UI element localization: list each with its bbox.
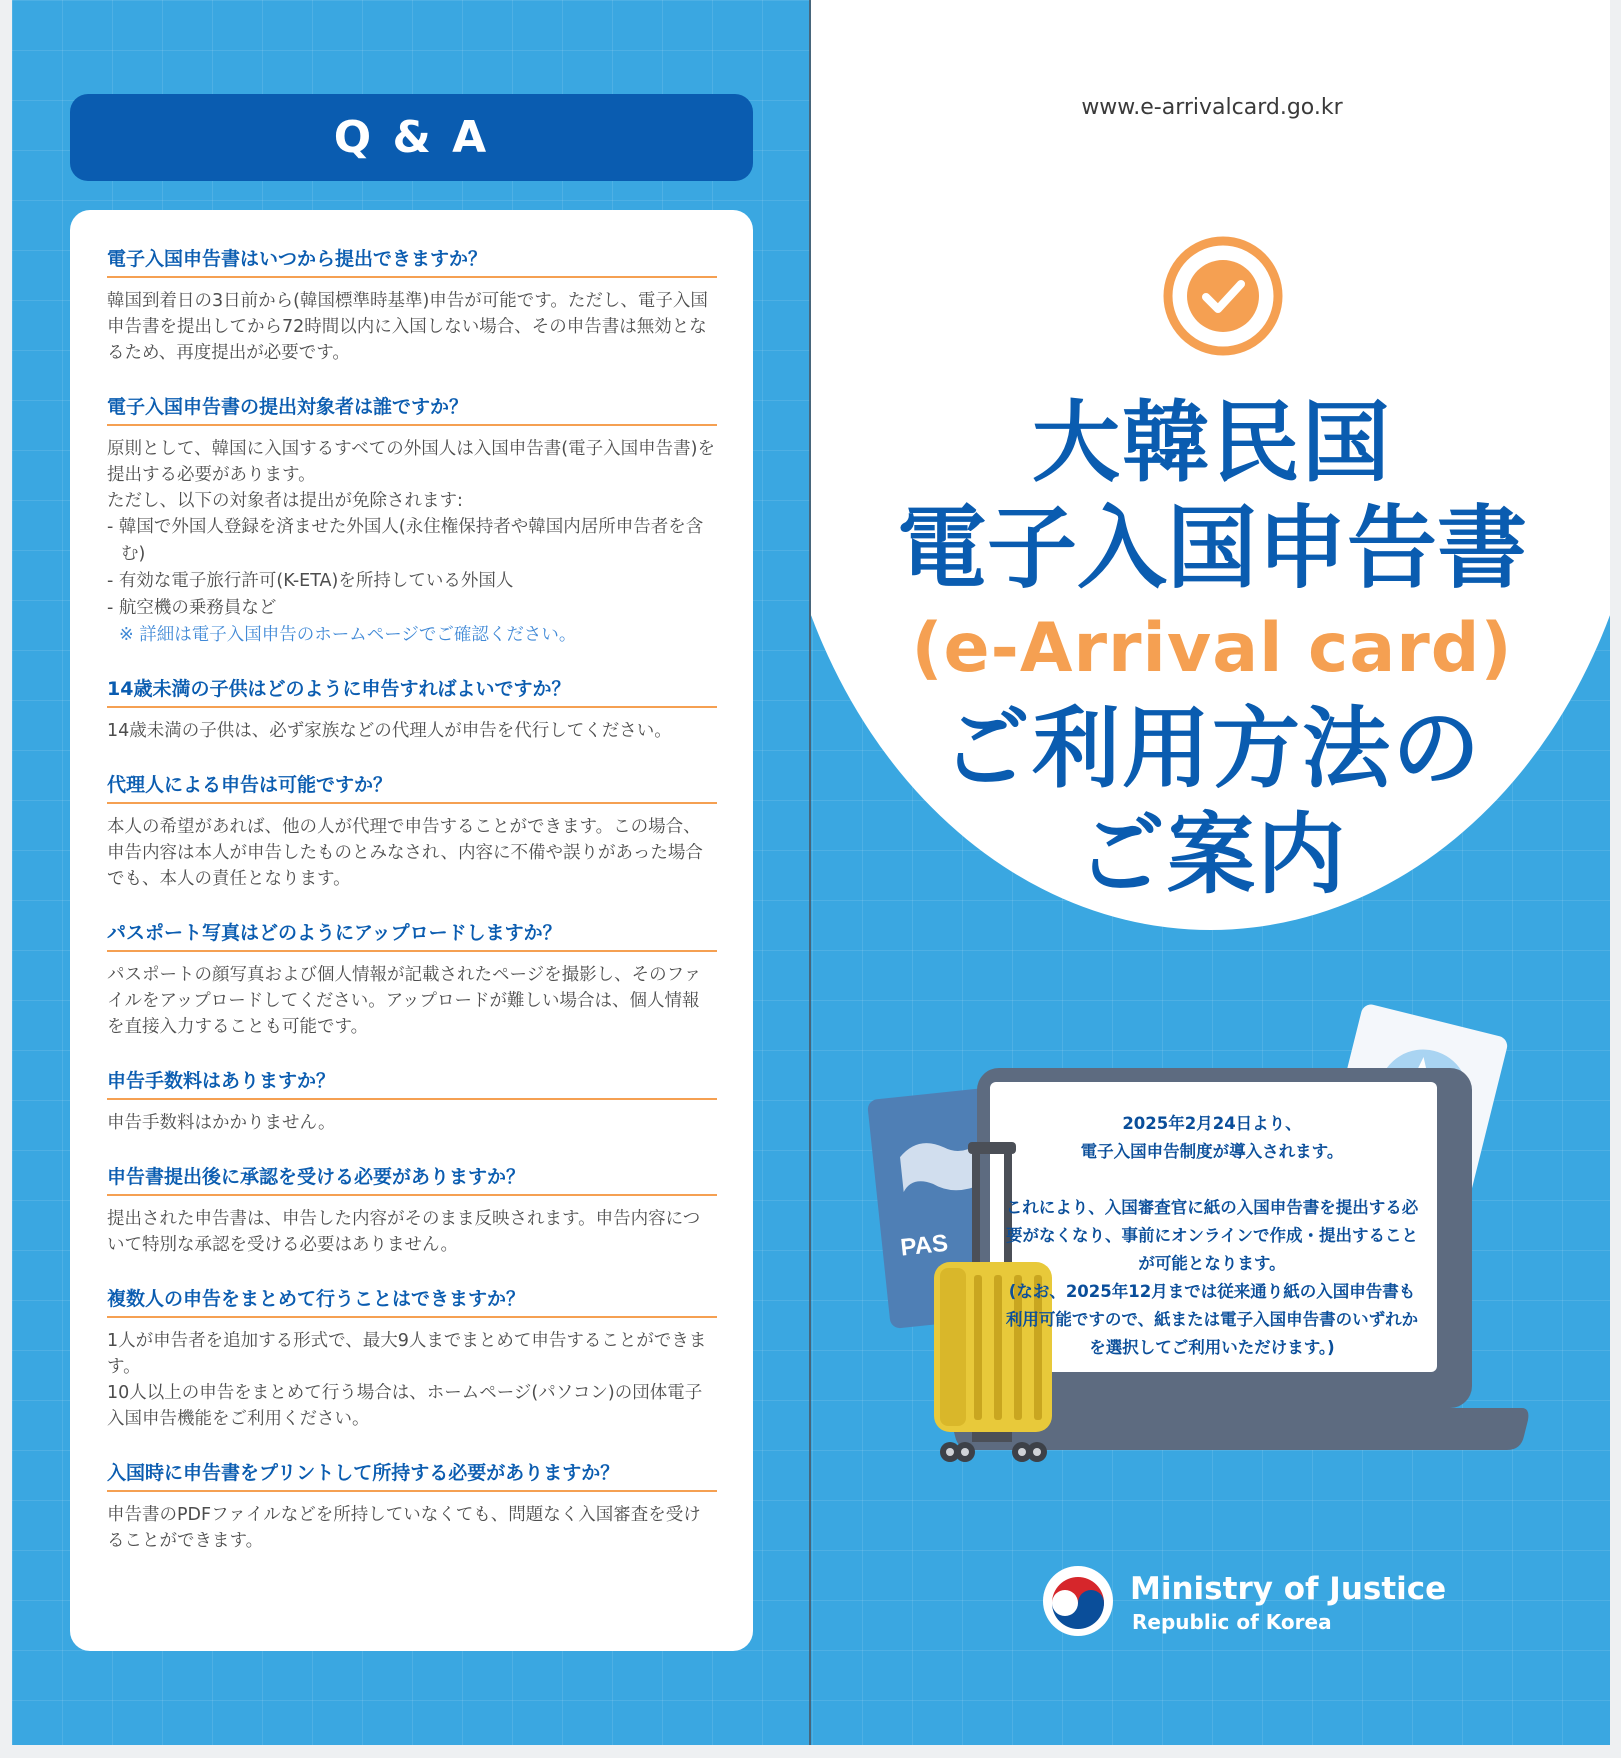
website-url: www.e-arrivalcard.go.kr bbox=[1081, 95, 1343, 120]
title-line-guide-2: ご案内 bbox=[1076, 803, 1347, 906]
notice-headline: 電子入国申告制度が導入されます。 bbox=[1080, 1142, 1344, 1161]
qa-item bbox=[107, 1460, 717, 1554]
taegeuk-logo-icon bbox=[1042, 1565, 1114, 1637]
qa-list bbox=[107, 246, 717, 1582]
qa-item bbox=[107, 1068, 717, 1136]
qa-item bbox=[107, 1164, 717, 1258]
qa-question: 申告書提出後に承認を受ける必要がありますか？ bbox=[107, 1164, 717, 1196]
check-circle-icon bbox=[1161, 234, 1285, 358]
qa-item bbox=[107, 920, 717, 1040]
title-line-card: 電子入国申告書 bbox=[897, 496, 1527, 601]
title-line-country: 大韓民国 bbox=[1031, 391, 1392, 494]
qa-item bbox=[107, 676, 717, 744]
qa-item bbox=[107, 394, 717, 648]
qa-question: 入国時に申告書をプリントして所持する必要がありますか？ bbox=[107, 1460, 717, 1492]
qa-question: 14歳未満の子供はどのように申告すればよいですか？ bbox=[107, 676, 717, 708]
brochure-sheet bbox=[12, 0, 1610, 1745]
qa-item bbox=[107, 246, 717, 366]
list-item: - 航空機の乗務員など bbox=[107, 598, 277, 618]
qa-answer: 申告書のPDFファイルなどを所持していなくても、問題なく入国審査を受けることができます。 bbox=[107, 1505, 701, 1551]
qa-answer: 10人以上の申告をまとめて行う場合は、ホームページ(パソコン)の団体電子入国申告機能をご利用ください。 bbox=[107, 1383, 703, 1429]
qa-answer: 本人の希望があれば、他の人が代理で申告することができます。この場合、申告内容は本人が申告したものとみなされ、内容に不備や誤りがあった場合でも、本人の責任となります。 bbox=[107, 817, 703, 889]
qa-question: 複数人の申告をまとめて行うことはできますか？ bbox=[107, 1286, 717, 1318]
qa-question: 電子入国申告書の提出対象者は誰ですか？ bbox=[107, 394, 717, 426]
qa-answer: パスポートの顔写真および個人情報が記載されたページを撮影し、そのファイルをアップロードしてください。アップロードが難しい場合は、個人情報を直接入力することも可能です。 bbox=[107, 965, 702, 1037]
qa-answer: 14歳未満の子供は、必ず家族などの代理人が申告を代行してください。 bbox=[107, 721, 672, 741]
qa-question: 代理人による申告は可能ですか？ bbox=[107, 772, 717, 804]
notice-footnote: (なお、2025年12月までは従来通り紙の入国申告書も利用可能ですので、紙または電子入国申告書のいずれかを選択してご利用いただけます。) bbox=[1005, 1282, 1419, 1357]
qa-item bbox=[107, 772, 717, 892]
qa-question: 申告手数料はありますか？ bbox=[107, 1068, 717, 1100]
qa-header: Q & A bbox=[70, 94, 753, 181]
laptop-screen-notice bbox=[1002, 1110, 1422, 1362]
qa-answer: ただし、以下の対象者は提出が免除されます: bbox=[107, 491, 463, 511]
qa-note: ※ 詳細は電子入国申告のホームページでご確認ください。 bbox=[119, 625, 577, 645]
qa-answer: 提出された申告書は、申告した内容がそのまま反映されます。申告内容について特別な承認を受ける必要はありません。 bbox=[107, 1209, 701, 1255]
list-item: - 韓国で外国人登録を済ませた外国人(永住権保持者や韓国内居所申告者を含む) bbox=[107, 517, 704, 564]
qa-exemption-list bbox=[107, 514, 717, 622]
ministry-name: Ministry of Justice bbox=[1130, 1571, 1447, 1607]
ministry-logo bbox=[1042, 1565, 1447, 1645]
fold-divider bbox=[809, 0, 811, 1745]
qa-question: 電子入国申告書はいつから提出できますか？ bbox=[107, 246, 717, 278]
title-line-guide: ご利用方法の bbox=[941, 697, 1482, 800]
qa-answer: 1人が申告者を追加する形式で、最大9人までまとめて申告することができます。 bbox=[107, 1331, 707, 1377]
notice-date: 2025年2月24日より、 bbox=[1122, 1114, 1302, 1133]
qa-question: パスポート写真はどのようにアップロードしますか？ bbox=[107, 920, 717, 952]
qa-item bbox=[107, 1286, 717, 1432]
cover-title bbox=[812, 390, 1610, 908]
notice-body: これにより、入国審査官に紙の入国申告書を提出する必要がなくなり、事前にオンラインで作成・提出することが可能となります。 bbox=[1005, 1198, 1419, 1273]
ministry-subtitle: Republic of Korea bbox=[1132, 1610, 1332, 1634]
qa-card bbox=[70, 210, 753, 1651]
qa-answer: 原則として、韓国に入国するすべての外国人は入国申告書(電子入国申告書)を提出する必要があります。 bbox=[107, 439, 715, 485]
list-item: - 有効な電子旅行許可(K-ETA)を所持している外国人 bbox=[107, 571, 514, 591]
qa-answer: 申告手数料はかかりません。 bbox=[107, 1113, 336, 1133]
title-line-english: (e-Arrival card) bbox=[911, 609, 1513, 688]
passport-label: PAS bbox=[899, 1229, 950, 1262]
qa-answer: 韓国到着日の3日前から(韓国標準時基準)申告が可能です。ただし、電子入国申告書を提出してから72時間以内に入国しない場合、その申告書は無効となるため、再度提出が必要です。 bbox=[107, 291, 708, 363]
